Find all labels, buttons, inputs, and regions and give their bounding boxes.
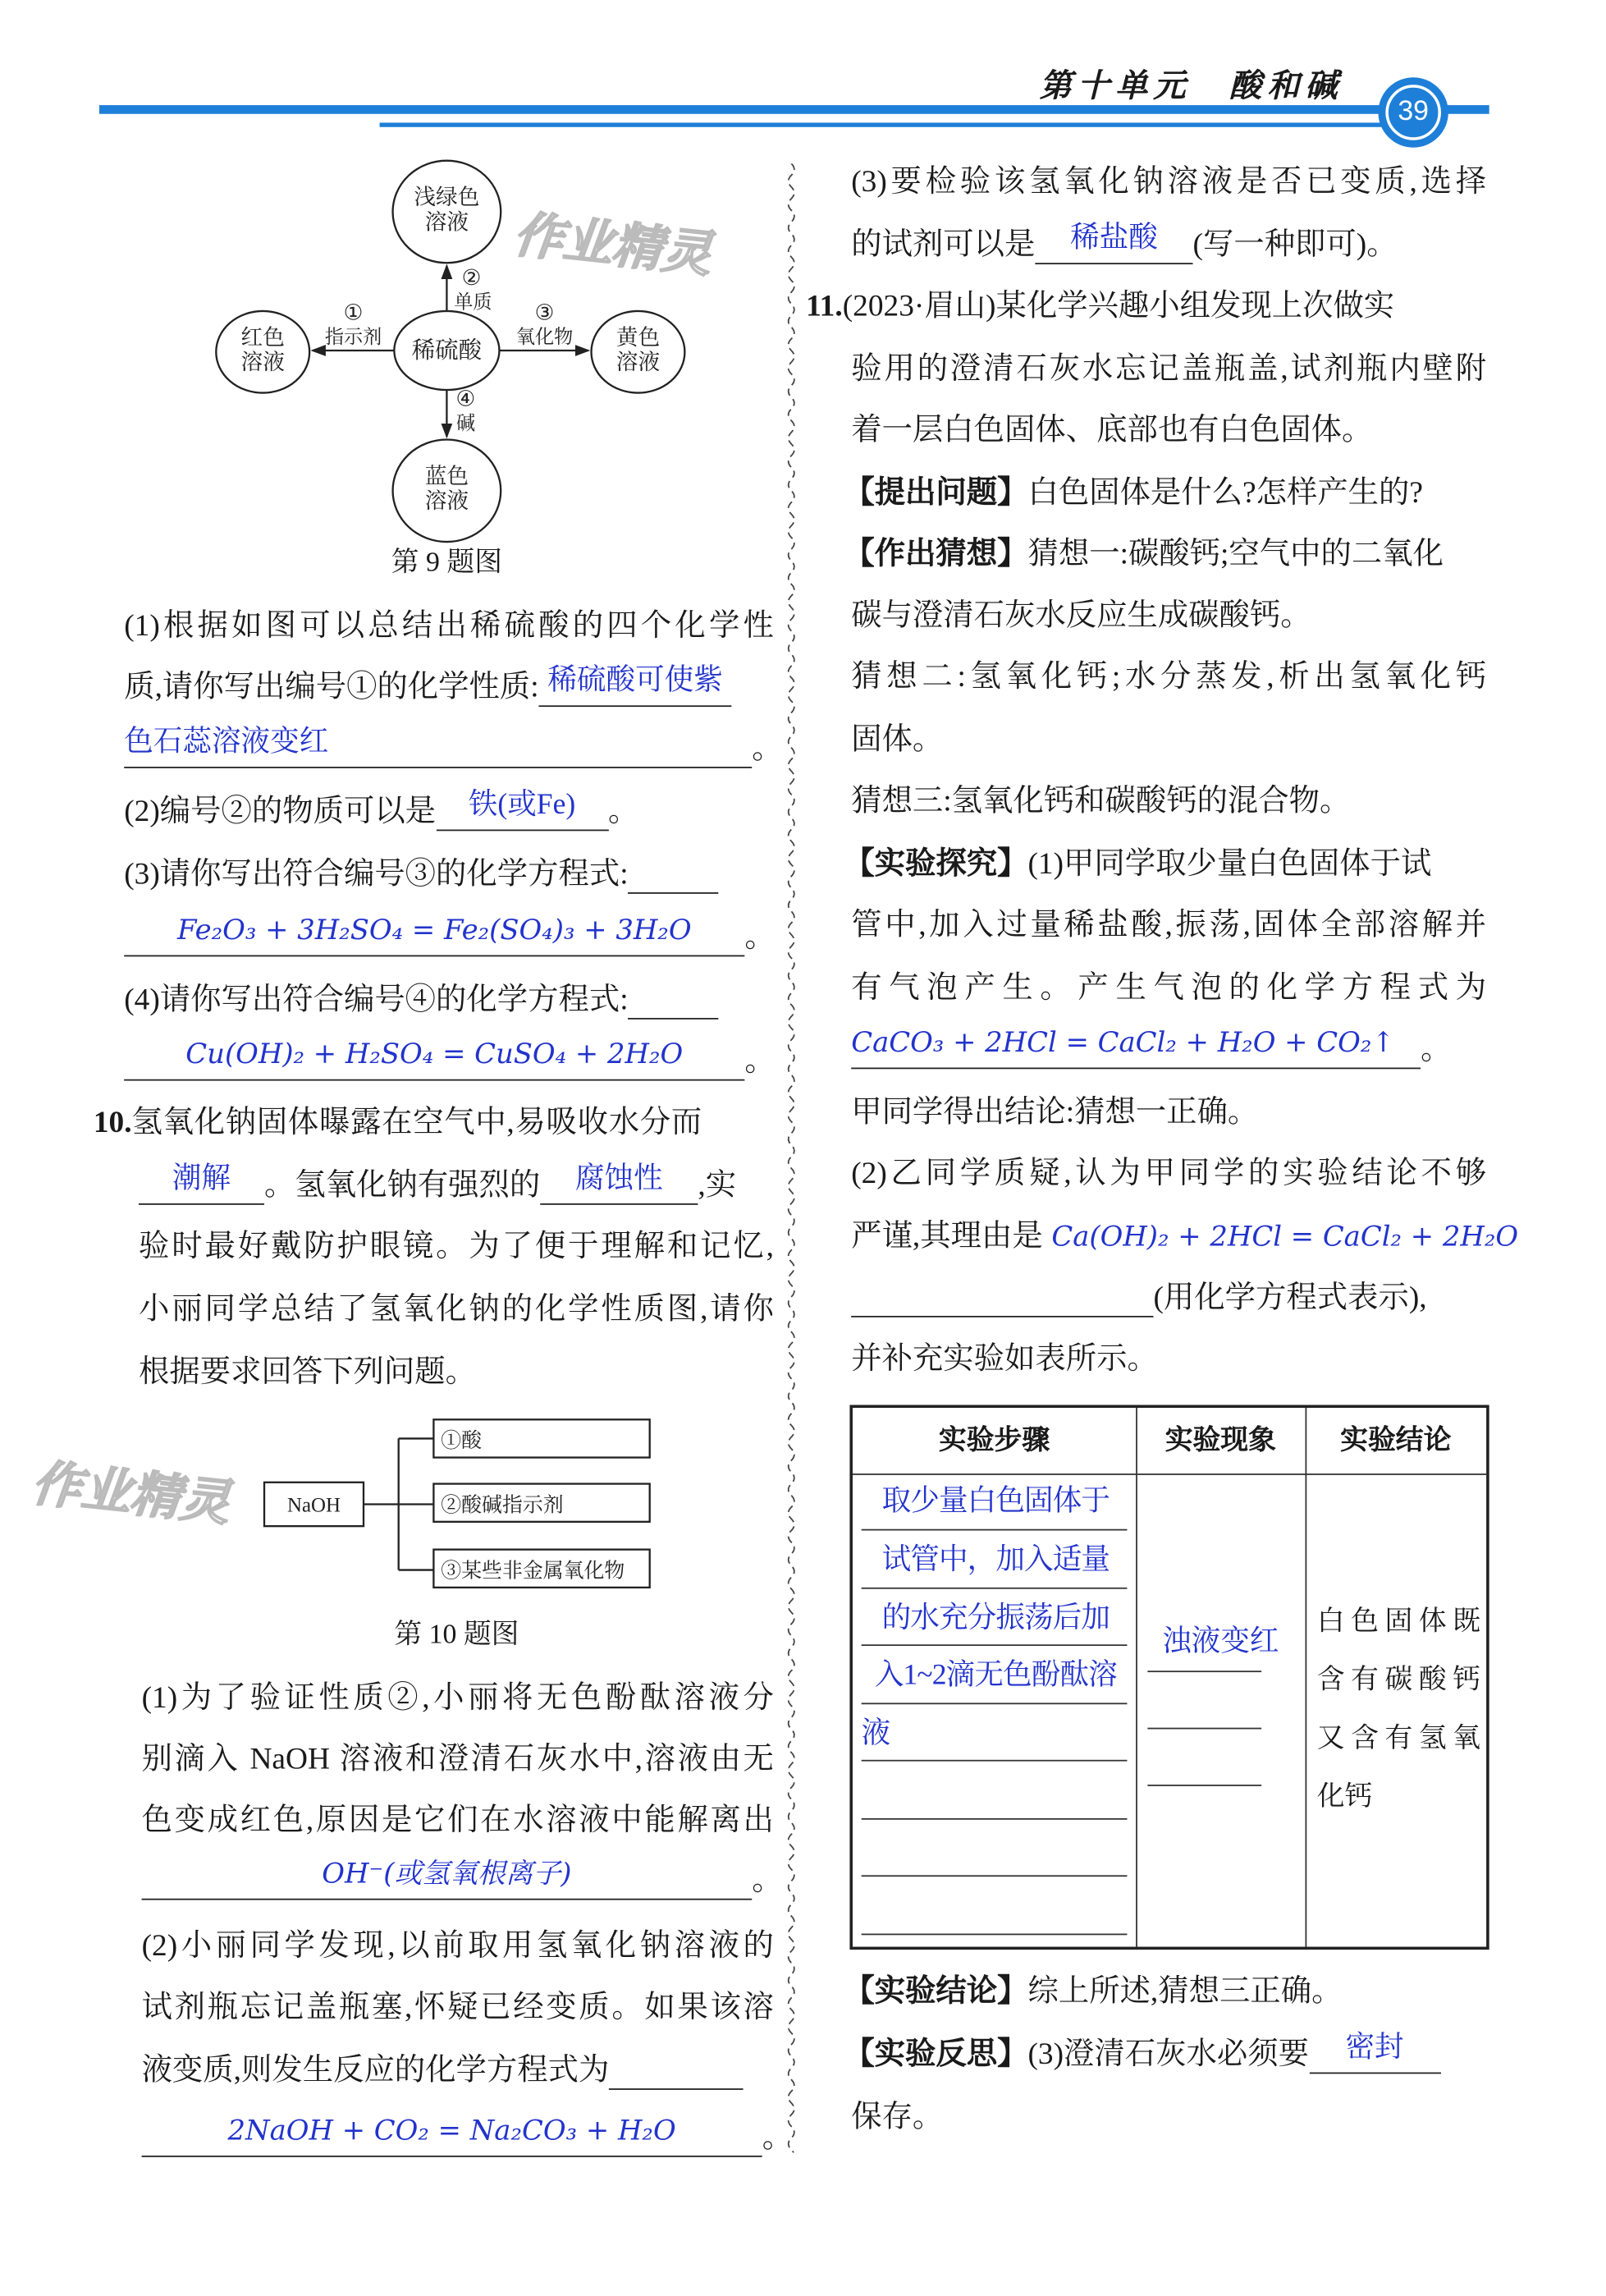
q10-sub2-line2: 试剂瓶忘记盖瓶塞,怀疑已经变质。如果该溶 — [141, 1989, 774, 2024]
section-tag-question: 【提出问题】 — [844, 474, 1028, 510]
watermark: 作业精灵 — [29, 1454, 233, 1534]
q9-part1-line3 — [124, 717, 782, 779]
bottom-node-label: 蓝色溶液 — [424, 465, 469, 515]
section-tag-conclusion: 【实验结论】 — [844, 1973, 1028, 2009]
q11-line17: 并补充实验如表所示。 — [851, 1340, 1158, 1376]
q9-part4-answer-line — [124, 1029, 775, 1091]
property-1: ①酸 — [441, 1430, 483, 1453]
q9-part3-blank-start[interactable] — [629, 843, 719, 894]
q11-conclusion — [844, 1960, 1342, 2022]
q10-line3: 验时最好戴防护眼镜。为了便于理解和记忆, — [139, 1228, 774, 1263]
period: 。 — [752, 1862, 783, 1898]
header-subrule — [380, 122, 1388, 126]
q9-part2 — [124, 780, 638, 841]
figure-10-diagram — [255, 1409, 664, 1599]
watermark: 作业精灵 — [510, 205, 715, 285]
q9-answer1-blank[interactable]: 稀硫酸可使紫 — [539, 656, 732, 707]
q10-line1 — [94, 1091, 774, 1153]
q10-sub3-prompt: 的试剂可以是 — [851, 226, 1036, 262]
arrow3-num: ③ — [534, 300, 555, 325]
q9-answer3-equation[interactable]: Fe₂O₃ + 3H₂SO₄ = Fe₂(SO₄)₃ + 3H₂O — [124, 905, 744, 956]
q11-explore — [844, 832, 1431, 894]
table-step-line[interactable]: 入1~2滴无色酚酞溶 — [874, 1659, 1117, 1692]
q11-text: (2023·眉山)某化学兴趣小组发现上次做实 — [842, 287, 1395, 323]
q10-sub2-prompt: 液变质,则发生反应的化学方程式为 — [141, 2051, 610, 2087]
period: 。 — [744, 919, 776, 954]
q9-part1-line2 — [124, 656, 731, 717]
q11-text: (3)澄清石灰水必须要 — [1027, 2036, 1309, 2071]
arrow2-label: 单质 — [454, 291, 492, 314]
q9-part4-blank-start[interactable] — [629, 969, 719, 1020]
q11-answer2-equation[interactable]: Ca(OH)₂ + 2HCl = CaCl₂ + 2H₂O — [1051, 1221, 1519, 1253]
q9-answer1-blank-cont[interactable]: 色石蕊溶液变红 — [124, 717, 752, 768]
period: 。 — [1421, 1031, 1452, 1066]
property-2: ②酸碱指示剂 — [441, 1494, 564, 1517]
section-tag-reflection: 【实验反思】 — [844, 2036, 1028, 2071]
answer-rule — [862, 1760, 1128, 1762]
q10-answer1-blank[interactable]: 潮解 — [139, 1153, 264, 1204]
q10-sub3-line1: (3)要检验该氢氧化钠溶液是否已变质,选择 — [851, 163, 1487, 199]
q10-sub3-line2 — [851, 213, 1397, 275]
table-step-line[interactable]: 的水充分振荡后加 — [881, 1601, 1110, 1634]
q10-text: 。氢氧化钠有强烈的 — [264, 1166, 541, 1203]
q10-number: 10. — [93, 1103, 132, 1139]
q11-line14: (2)乙同学质疑,认为甲同学的实验结论不够 — [851, 1155, 1487, 1190]
q11-text: 白色固体是什么?怎样产生的? — [1027, 474, 1423, 510]
property-3: ③某些非金属氧化物 — [441, 1560, 625, 1583]
period: 。 — [607, 793, 639, 828]
q9-answer4-equation[interactable]: Cu(OH)₂ + H₂SO₄ = CuSO₄ + 2H₂O — [124, 1029, 744, 1080]
q10-line4: 小丽同学总结了氢氧化钠的化学性质图,请你 — [139, 1290, 774, 1327]
q11-line15 — [851, 1205, 1518, 1267]
q11-line1 — [806, 274, 1486, 336]
arrow1-label: 指示剂 — [324, 327, 382, 349]
q10-answer4-equation[interactable]: 2NaOH + CO₂ = Na₂CO₃ + H₂O — [142, 2106, 762, 2156]
period: 。 — [762, 2119, 794, 2155]
q11-text: 综上所述,猜想三正确。 — [1027, 1973, 1343, 2009]
figure-9-caption: 第 9 题图 — [391, 548, 503, 579]
page-number: 39 — [1385, 85, 1441, 140]
q9-part3-answer-line — [124, 905, 775, 967]
table-phenomenon-answer[interactable]: 浊液变红 — [1162, 1625, 1279, 1658]
arrow3-label: 氧化物 — [515, 327, 574, 349]
q11-line3: 着一层白色固体、底部也有白色固体。 — [851, 411, 1373, 447]
q10-sub2-line1: (2)小丽同学发现,以前取用氢氧化钠溶液的 — [141, 1927, 774, 1964]
q11-answer1-equation[interactable]: CaCO₃ + 2HCl = CaCl₂ + H₂O + CO₂↑ — [851, 1018, 1421, 1069]
q9-part3 — [124, 843, 719, 905]
arrow4-label: 碱 — [455, 413, 476, 435]
period: 。 — [752, 730, 783, 766]
table-step-line[interactable]: 试管中，加入适量 — [881, 1543, 1110, 1576]
figure-10-caption: 第 10 题图 — [394, 1620, 519, 1651]
q10-sub2-line3 — [142, 2039, 744, 2101]
section-tag-hypothesis: 【作出猜想】 — [844, 535, 1028, 571]
q11-text: 严谨,其理由是 — [851, 1217, 1043, 1253]
q10-text: 氢氧化钠固体曝露在空气中,易吸收水分而 — [131, 1103, 702, 1139]
q10-text: ,实 — [698, 1166, 737, 1203]
q9-part4-prompt: (4)请你写出符合编号④的化学方程式: — [124, 981, 629, 1017]
q11-answer3-blank[interactable]: 密封 — [1309, 2023, 1440, 2074]
q10-answer5-blank[interactable]: 稀盐酸 — [1035, 213, 1192, 264]
table-conclusion-line: 又含有氢氧 — [1316, 1723, 1481, 1754]
page-number-badge — [1378, 77, 1448, 147]
experiment-table — [849, 1405, 1489, 1950]
q11-line9: 猜想三:氢氧化钙和碳酸钙的混合物。 — [851, 782, 1351, 818]
table-header-conclusion: 实验结论 — [1340, 1425, 1452, 1456]
q11-answer2-blank[interactable] — [851, 1266, 1153, 1317]
q9-part3-prompt: (3)请你写出符合编号③的化学方程式: — [124, 855, 629, 891]
naoh-label: NaOH — [287, 1494, 341, 1517]
table-conclusion-line: 化钙 — [1316, 1781, 1373, 1813]
q10-sub3-hint: (写一种即可)。 — [1192, 226, 1398, 262]
table-step-line[interactable]: 液 — [861, 1717, 890, 1750]
arrow1-num: ① — [343, 300, 364, 325]
answer-rule — [862, 1817, 1128, 1819]
answer-rule — [862, 1644, 1128, 1646]
q10-sub1-answer-line — [142, 1849, 783, 1910]
unit-title: 第十单元 酸和碱 — [1039, 66, 1343, 104]
table-conclusion-line: 含有碳酸钙 — [1316, 1665, 1481, 1696]
header-rule — [99, 105, 1489, 114]
q11-text: 猜想一:碳酸钙;空气中的二氧化 — [1027, 535, 1444, 571]
q11-reflection — [844, 2023, 1440, 2084]
q10-sub1-line3: 色变成红色,原因是它们在水溶液中能解离出 — [141, 1802, 774, 1838]
q11-line12: 有气泡产生。产生气泡的化学方程式为 — [851, 969, 1487, 1006]
table-conclusion-line: 白色固体既 — [1316, 1606, 1481, 1638]
q10-line5: 根据要求回答下列问题。 — [139, 1354, 476, 1389]
answer-rule — [862, 1529, 1128, 1531]
q11-line2: 验用的澄清石灰水忘记盖瓶盖,试剂瓶内壁附 — [851, 350, 1487, 386]
section-tag-explore: 【实验探究】 — [844, 846, 1028, 881]
q11-line20: 保存。 — [851, 2098, 944, 2134]
q11-answer1-line — [851, 1018, 1451, 1079]
answer-rule — [862, 1875, 1128, 1877]
q10-sub1-line2: 别滴入 NaOH 溶液和澄清石灰水中,溶液由无 — [141, 1740, 774, 1776]
q11-line7: 猜想二:氢氧化钙;水分蒸发,析出氢氧化钙 — [851, 658, 1487, 694]
q10-sub2-blank-start[interactable] — [609, 2039, 744, 2090]
q11-line16 — [851, 1266, 1426, 1327]
q11-text: (1)甲同学取少量白色固体于试 — [1027, 846, 1432, 881]
q11-text: (用化学方程式表示), — [1153, 1279, 1427, 1315]
q9-answer2-blank[interactable]: 铁(或Fe) — [436, 780, 608, 831]
q10-sub1-line1: (1)为了验证性质②,小丽将无色酚酞溶液分 — [141, 1679, 774, 1715]
left-node-label: 红色溶液 — [240, 327, 285, 376]
answer-rule — [862, 1703, 1128, 1704]
q11-line11: 管中,加入过量稀盐酸,振荡,固体全部溶解并 — [851, 906, 1487, 942]
arrow2-num: ② — [461, 264, 482, 290]
q9-part1-text: (1)根据如图可以总结出稀硫酸的四个化学性 — [124, 607, 774, 643]
table-step-line[interactable]: 取少量白色固体于 — [881, 1485, 1110, 1518]
q11-number: 11. — [806, 287, 843, 323]
q10-answer3-blank[interactable]: OH⁻(或氢氧根离子) — [142, 1849, 753, 1900]
q11-hypothesis — [844, 523, 1444, 584]
q11-line13: 甲同学得出结论:猜想一正确。 — [851, 1093, 1259, 1130]
q11-question — [844, 461, 1423, 523]
q10-sub2-answer-line — [142, 2106, 793, 2167]
table-header-phenomenon: 实验现象 — [1164, 1425, 1276, 1456]
q11-line6: 碳与澄清石灰水反应生成碳酸钙。 — [851, 597, 1311, 633]
q9-part2-prompt: (2)编号②的物质可以是 — [124, 793, 437, 828]
top-node-label: 浅绿色溶液 — [414, 186, 480, 236]
answer-rule — [862, 1587, 1128, 1588]
right-node-label: 黄色溶液 — [615, 327, 661, 376]
q11-line8: 固体。 — [851, 721, 944, 757]
center-label: 稀硫酸 — [411, 337, 483, 364]
table-header-steps: 实验步骤 — [938, 1425, 1050, 1456]
q9-part1-prompt: 质,请你写出编号①的化学性质: — [124, 668, 539, 704]
q9-part4 — [124, 969, 719, 1030]
answer-rule — [862, 1933, 1128, 1935]
period: 。 — [744, 1043, 776, 1078]
column-divider — [783, 163, 800, 2152]
q10-line2 — [139, 1153, 736, 1215]
q10-answer2-blank[interactable]: 腐蚀性 — [540, 1153, 698, 1204]
arrow4-num: ④ — [455, 386, 476, 411]
